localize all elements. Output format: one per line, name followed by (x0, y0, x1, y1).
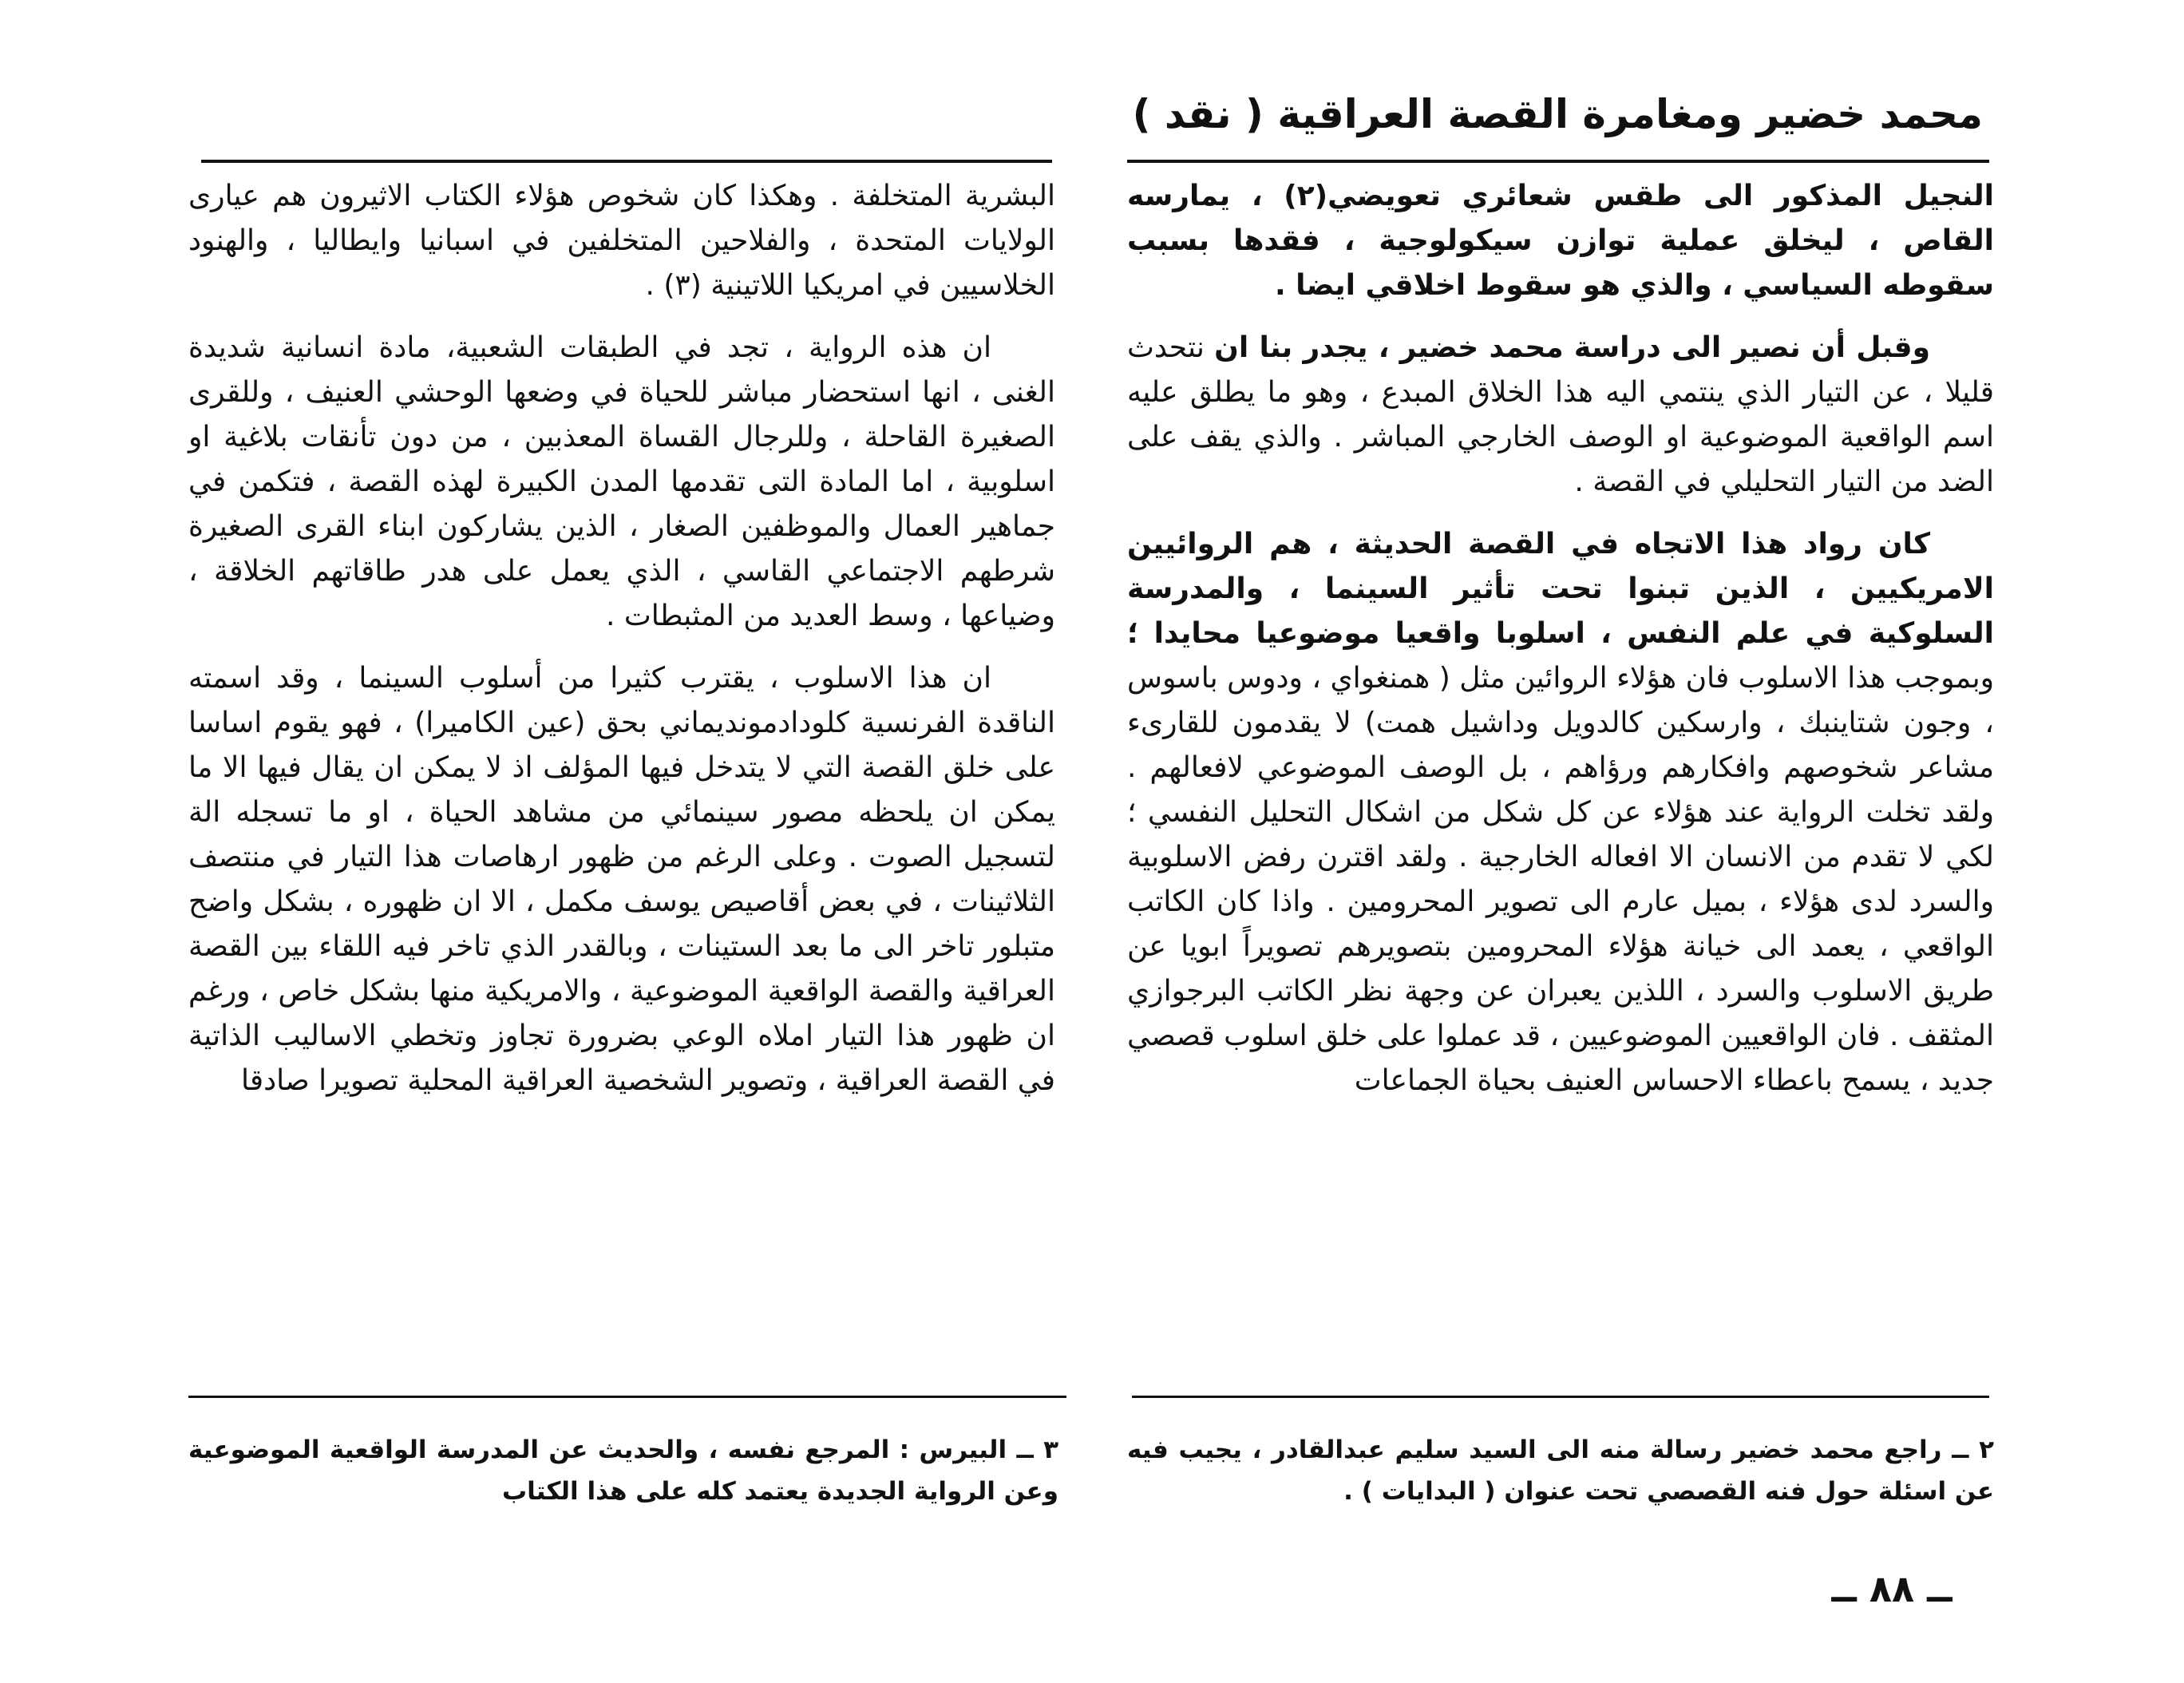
paragraph: النجيل المذكور الى طقس شعائري تعويضي(٢) ، يمارسه القاص ، ليخلق عملية توازن سيكولوجية ، فقدها بسبب سقوطه السياسي ، والذي هو سقوط اخلاقي ايضا . (1127, 180, 1994, 302)
paragraph: ان هذه الرواية ، تجد في الطبقات الشعبية، مادة انسانية شديدة الغنى ، انها استحضار مباشر للحياة في وضعها الوحشي العنيف ، وللقرى الصغيرة القاحلة ، وللرجال القساة المعذبين ، من دون تأنقات بلاغية او اسلوبية ، اما المادة التى تقدمها المدن الكبيرة لهذه القصة ، فتكمن في جماهير العمال والموظفين الصغار ، الذين يشاركون ابناء القرى الصغيرة شرطهم الاجتماعي القاسي ، الذي يعمل على هدر طاقاتهم الخلاقة ، وضياعها ، وسط العديد من المثبطات . (188, 331, 1055, 632)
footnote-rule-right (1132, 1396, 1989, 1398)
footnote-right (1127, 1429, 1994, 1512)
paragraph: ان هذا الاسلوب ، يقترب كثيرا من أسلوب السينما ، وقد اسمته الناقدة الفرنسية كلودادمونديماني بحق (عين الكاميرا) ، فهو يقوم اساسا على خلق القصة التي لا يتدخل فيها المؤلف اذ لا يمكن ان يقال فيها الا ما يمكن ان يلحظه مصور سينمائي من مشاهد الحياة ، او ما تسجله الة لتسجيل الصوت . وعلى الرغم من ظهور ارهاصات هذا التيار في منتصف الثلاثينات ، في بعض أقاصيص يوسف مكمل ، الا ان ظهوره ، بشكل واضح متبلور تاخر الى ما بعد الستينات ، وبالقدر الذي تاخر فيه اللقاء بين القصة العراقية والقصة الواقعية الموضوعية ، والامريكية منها بشكل خاص ، ورغم ان ظهور هذا التيار املاه الوعي بضرورة تجاوز وتخطي الاساليب الذاتية في القصة العراقية ، وتصوير الشخصية العراقية المحلية تصويرا صادقا (188, 662, 1055, 1097)
header-rule-right (1127, 160, 1989, 163)
page-number: ــ ٨٨ ــ (1831, 1567, 1953, 1610)
footnote-rule-left (188, 1396, 1066, 1398)
paragraph-body: نتحدث قليلا ، عن التيار الذي ينتمي اليه هذا الخلاق المبدع ، وهو ما يطلق عليه اسم الواقعية الموضوعية او الوصف الخارجي المباشر . والذي يقف على الضد من التيار التحليلي في القصة . (1127, 331, 1994, 498)
footnote-2: ٢ ــ راجع محمد خضير رسالة منه الى السيد سليم عبدالقادر ، يجيب فيه عن اسئلة حول فنه القصصي تحت عنوان ( البدايات ) . (1127, 1436, 1994, 1506)
paragraph (1127, 522, 1994, 1103)
running-header-title: محمد خضير ومغامرة القصة العراقية ( نقد ) (1132, 91, 1983, 137)
footnote-3: ٣ ــ البيرس : المرجع نفسه ، والحديث عن المدرسة الواقعية الموضوعية وعن الرواية الجديدة يعتمد كله على هذا الكتاب (188, 1436, 1058, 1506)
paragraph-lead: كان رواد هذا الاتجاه في القصة الحديثة ، هم الروائيين الامريكيين ، الذين تبنوا تحت تأثير السينما ، والمدرسة السلوكية في علم النفس ، اسلوبا واقعيا موضوعيا محايدا ؛ (1127, 528, 1994, 650)
paragraph: البشرية المتخلفة . وهكذا كان شخوص هؤلاء الكتاب الاثيرون هم عيارى الولايات المتحدة ، والفلاحين المتخلفين في اسبانيا وايطاليا ، والهنود الخلاسيين في امريكيا اللاتينية (٣) . (188, 180, 1055, 302)
paragraph (1127, 326, 1994, 505)
header-rule-left (201, 160, 1052, 163)
paragraph-body: وبموجب هذا الاسلوب فان هؤلاء الروائين مثل ( همنغواي ، ودوس باسوس ، وجون شتاينبك ، وارسكين كالدويل وداشيل همت) لا يقدمون للقارىء مشاعر شخوصهم وافكارهم ورؤاهم ، بل الوصف الموضوعي لافعالهم . ولقد تخلت الرواية عند هؤلاء عن كل شكل من اشكال التحليل النفسي ؛ لكي لا تقدم من الانسان الا افعاله الخارجية . ولقد اقترن رفض الاسلوبية والسرد لدى هؤلاء ، بميل عارم الى تصوير المحرومين . واذا كان الكاتب الواقعي ، يعمد الى خيانة هؤلاء المحرومين بتصويرهم تصويراً ابويا عن طريق الاسلوب والسرد ، اللذين يعبران عن وجهة نظر الكاتب البرجوازي المثقف . فان الواقعيين الموضوعيين ، قد عملوا على خلق اسلوب قصصي جديد ، يسمح باعطاء الاحساس العنيف بحياة الجماعات (1127, 662, 1994, 1097)
text-column-right (1127, 174, 1994, 1121)
footnote-left (188, 1429, 1058, 1512)
paragraph-lead: وقبل أن نصير الى دراسة محمد خضير ، يجدر بنا ان (1214, 331, 1931, 364)
text-column-left (188, 174, 1055, 1121)
